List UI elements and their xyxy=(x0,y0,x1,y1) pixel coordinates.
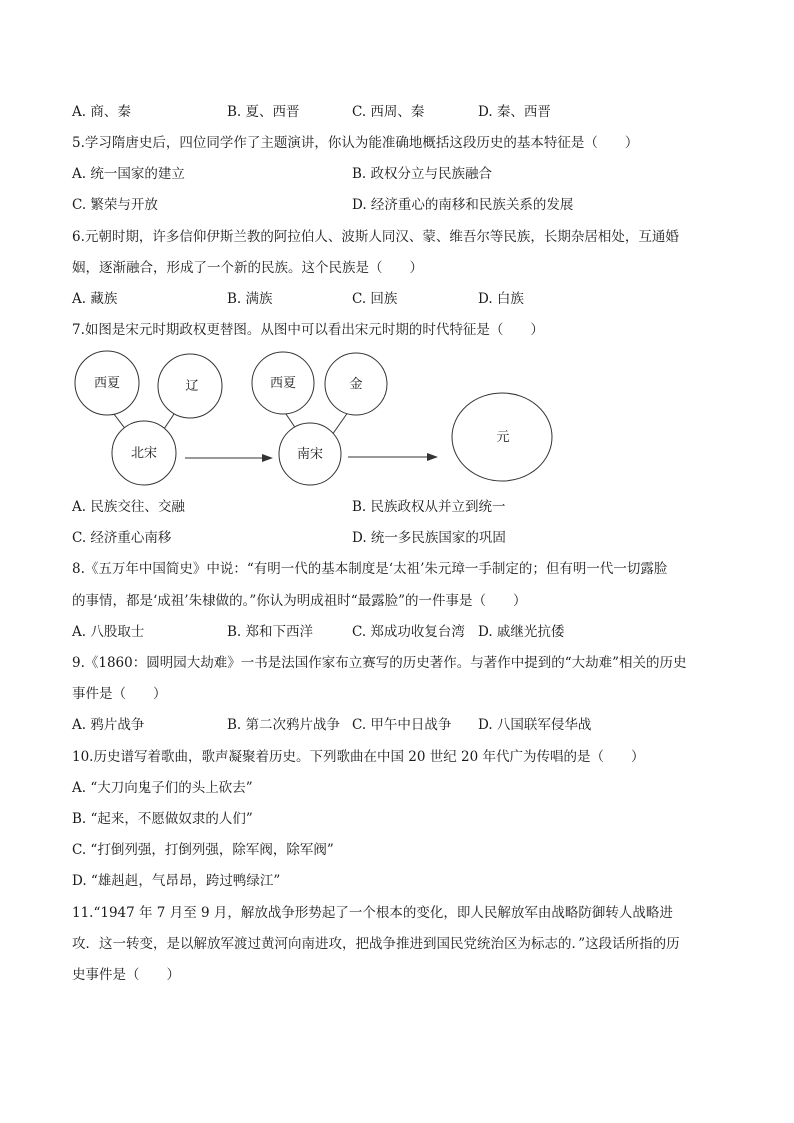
q7-option-d: D. 统一多民族国家的巩固 xyxy=(352,530,506,546)
q6-option-d: D. 白族 xyxy=(478,291,524,307)
node-label-beisong: 北宋 xyxy=(130,446,158,461)
q4-option-c: C. 西周、秦 xyxy=(352,104,425,120)
q7-option-b: B. 民族政权从并立到统一 xyxy=(352,499,506,515)
q9-option-c: C. 甲午中日战争 xyxy=(352,717,452,733)
q4-option-d: D. 秦、西晋 xyxy=(478,104,551,120)
arrow-head xyxy=(262,454,273,462)
node-label-jin: 金 xyxy=(349,377,363,392)
q9-stem-line2: 事件是（ ） xyxy=(72,686,167,702)
q6-option-a: A. 藏族 xyxy=(72,291,118,307)
q8-stem-line1: 8.《五万年中国简史》中说：“有明一代的基本制度是‘太祖’朱元璋一手制定的；但有明一代一切露脸 xyxy=(72,561,668,577)
q9-stem-line1: 9.《1860：圆明园大劫难》一书是法国作家布立赛写的历史著作。与著作中提到的“大劫难”相关的历史 xyxy=(72,655,687,671)
q11-stem-line1: 11.“1947 年 7 月至 9 月，解放战争形势起了一个根本的变化，即人民解放军由战略防御转人战略进 xyxy=(72,905,673,921)
q9-option-d: D. 八国联军侵华战 xyxy=(478,717,592,733)
q5-option-d: D. 经济重心的南移和民族关系的发展 xyxy=(352,197,574,213)
q6-option-b: B. 满族 xyxy=(227,291,273,307)
node-label-nansong: 南宋 xyxy=(296,447,324,462)
q5-option-c: C. 繁荣与开放 xyxy=(72,197,158,213)
node-label-xixia-2: 西夏 xyxy=(269,376,297,391)
q4-option-b: B. 夏、西晋 xyxy=(227,104,300,120)
q10-option-c: C. “打倒列强，打倒列强，除军阀，除军阀” xyxy=(72,842,334,858)
q7-option-c: C. 经济重心南移 xyxy=(72,530,172,546)
q11-stem-line3: 史事件是（ ） xyxy=(72,967,180,983)
q9-option-b: B. 第二次鸦片战争 xyxy=(227,717,341,733)
node-label-xixia: 西夏 xyxy=(93,376,121,391)
arrow-head xyxy=(427,453,438,461)
q9-option-a: A. 鸦片战争 xyxy=(72,717,145,733)
node-label-yuan: 元 xyxy=(496,430,510,445)
q11-stem-line2: 攻．这一转变，是以解放军渡过黄河向南进攻，把战争推进到国民党统治区为标志的．”这段话所指的历 xyxy=(72,936,680,952)
q6-stem-line2: 姻，逐渐融合，形成了一个新的民族。这个民族是（ ） xyxy=(72,260,423,276)
q8-option-b: B. 郑和下西洋 xyxy=(227,624,314,640)
q5-option-a: A. 统一国家的建立 xyxy=(72,166,185,182)
q5-option-b: B. 政权分立与民族融合 xyxy=(352,166,493,182)
q8-option-a: A. 八股取士 xyxy=(72,624,145,640)
q7-option-a: A. 民族交往、交融 xyxy=(72,499,185,515)
q8-option-c: C. 郑成功收复台湾 xyxy=(352,624,465,640)
q8-stem-line2: 的事情，都是‘成祖’朱棣做的。”你认为明成祖时“最露脸”的一件事是（ ） xyxy=(72,593,527,609)
regime-change-diagram xyxy=(70,350,570,490)
q10-option-d: D. “雄赳赳，气昂昂，跨过鸭绿江” xyxy=(72,873,281,889)
q6-option-c: C. 回族 xyxy=(352,291,398,307)
q10-option-b: B. “起来，不愿做奴隶的人们” xyxy=(72,811,253,827)
node-label-liao: 辽 xyxy=(185,379,199,394)
q6-stem-line1: 6.元朝时期，许多信仰伊斯兰教的阿拉伯人、波斯人同汉、蒙、维吾尔等民族，长期杂居相处，互通婚 xyxy=(72,229,679,245)
q5-stem: 5.学习隋唐史后，四位同学作了主题演讲，你认为能准确地概括这段历史的基本特征是（ ） xyxy=(72,135,639,151)
q10-stem: 10.历史谱写着歌曲，歌声凝聚着历史。下列歌曲在中国 20 世纪 20 年代广为传唱的是（ ） xyxy=(72,749,645,765)
q4-option-a: A. 商、秦 xyxy=(72,104,131,120)
q8-option-d: D. 戚继光抗倭 xyxy=(478,624,565,640)
q7-stem: 7.如图是宋元时期政权更替图。从图中可以看出宋元时期的时代特征是（ ） xyxy=(72,322,544,338)
q10-option-a: A. “大刀向鬼子们的头上砍去” xyxy=(72,780,253,796)
